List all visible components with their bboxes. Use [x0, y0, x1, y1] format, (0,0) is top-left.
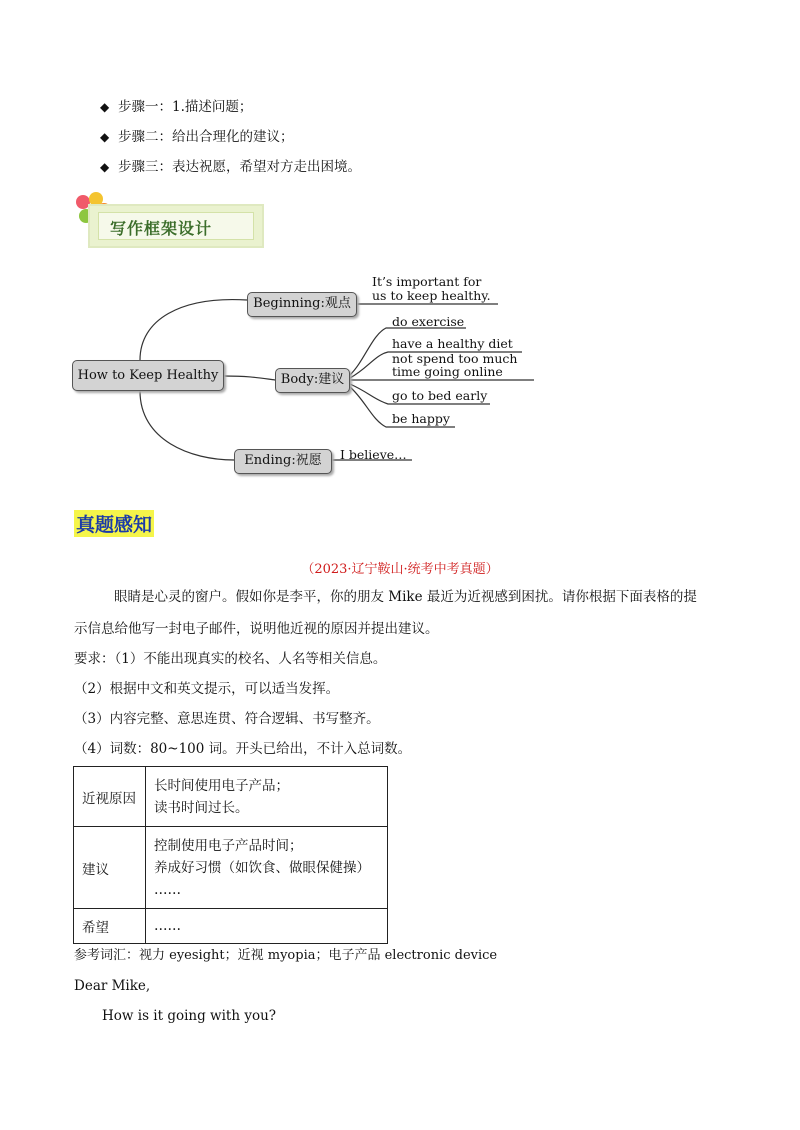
diamond-bullet-icon: ◆	[100, 100, 110, 114]
step-2: ◆ 步骤二：给出合理化的建议；	[100, 129, 294, 145]
table-row	[74, 767, 388, 827]
body-item-1: do exercise	[392, 314, 465, 329]
section-heading: 真题感知	[74, 510, 154, 537]
section-banner	[74, 192, 266, 252]
mind-map	[0, 260, 800, 490]
table-row	[74, 827, 388, 909]
banner-title: 写作框架设计	[110, 219, 213, 238]
letter-opening: How is it going with you?	[102, 1008, 277, 1024]
beginning-line-2: us to keep healthy.	[372, 288, 491, 303]
table-row	[74, 909, 388, 944]
table-value: 长时间使用电子产品； 读书时间过长。	[146, 767, 388, 827]
table-key: 近视原因	[74, 767, 146, 827]
mindmap-beginning-node: Beginning:观点	[247, 292, 357, 317]
table-key: 建议	[74, 827, 146, 909]
body-item-6: be happy	[392, 411, 450, 426]
ending-text: I believe…	[340, 447, 407, 462]
requirement-4: （4）词数：80~100 词。开头已给出，不计入总词数。	[74, 741, 412, 757]
intro-line-1: 眼睛是心灵的窗户。假如你是李平，你的朋友 Mike 最近为近视感到困扰。请你根据下面表格的提	[114, 589, 697, 605]
reference-vocabulary: 参考词汇：视力 eyesight；近视 myopia；电子产品 electronic device	[74, 948, 498, 963]
requirement-2: （2）根据中文和英文提示，可以适当发挥。	[74, 681, 340, 697]
body-item-4: time going online	[392, 364, 503, 379]
mindmap-body-node: Body:建议	[275, 368, 350, 393]
intro-line-2: 示信息给他写一封电子邮件，说明他近视的原因并提出建议。	[74, 621, 439, 637]
diamond-bullet-icon: ◆	[100, 130, 110, 144]
table-value: ……	[146, 909, 388, 944]
beginning-line-1: It’s important for	[372, 274, 482, 289]
step-1: ◆ 步骤一：1.描述问题；	[100, 99, 253, 115]
requirement-3: （3）内容完整、意思连贯、符合逻辑、书写整齐。	[74, 711, 380, 727]
letter-salutation: Dear Mike,	[74, 978, 151, 994]
table-value: 控制使用电子产品时间； 养成好习惯（如饮食、做眼保健操） ……	[146, 827, 388, 909]
table-key: 希望	[74, 909, 146, 944]
mindmap-ending-node: Ending:祝愿	[234, 449, 332, 474]
exam-source: （2023·辽宁鞍山·统考中考真题）	[301, 562, 499, 577]
mindmap-center-node: How to Keep Healthy	[72, 360, 224, 391]
hint-table	[73, 766, 388, 944]
diamond-bullet-icon: ◆	[100, 160, 110, 174]
step-3: ◆ 步骤三：表达祝愿，希望对方走出困境。	[100, 159, 361, 175]
requirement-1: 要求：（1）不能出现真实的校名、人名等相关信息。	[74, 651, 387, 667]
body-item-5: go to bed early	[392, 388, 488, 403]
body-item-3: not spend too much	[392, 351, 518, 366]
body-item-2: have a healthy diet	[392, 336, 513, 351]
